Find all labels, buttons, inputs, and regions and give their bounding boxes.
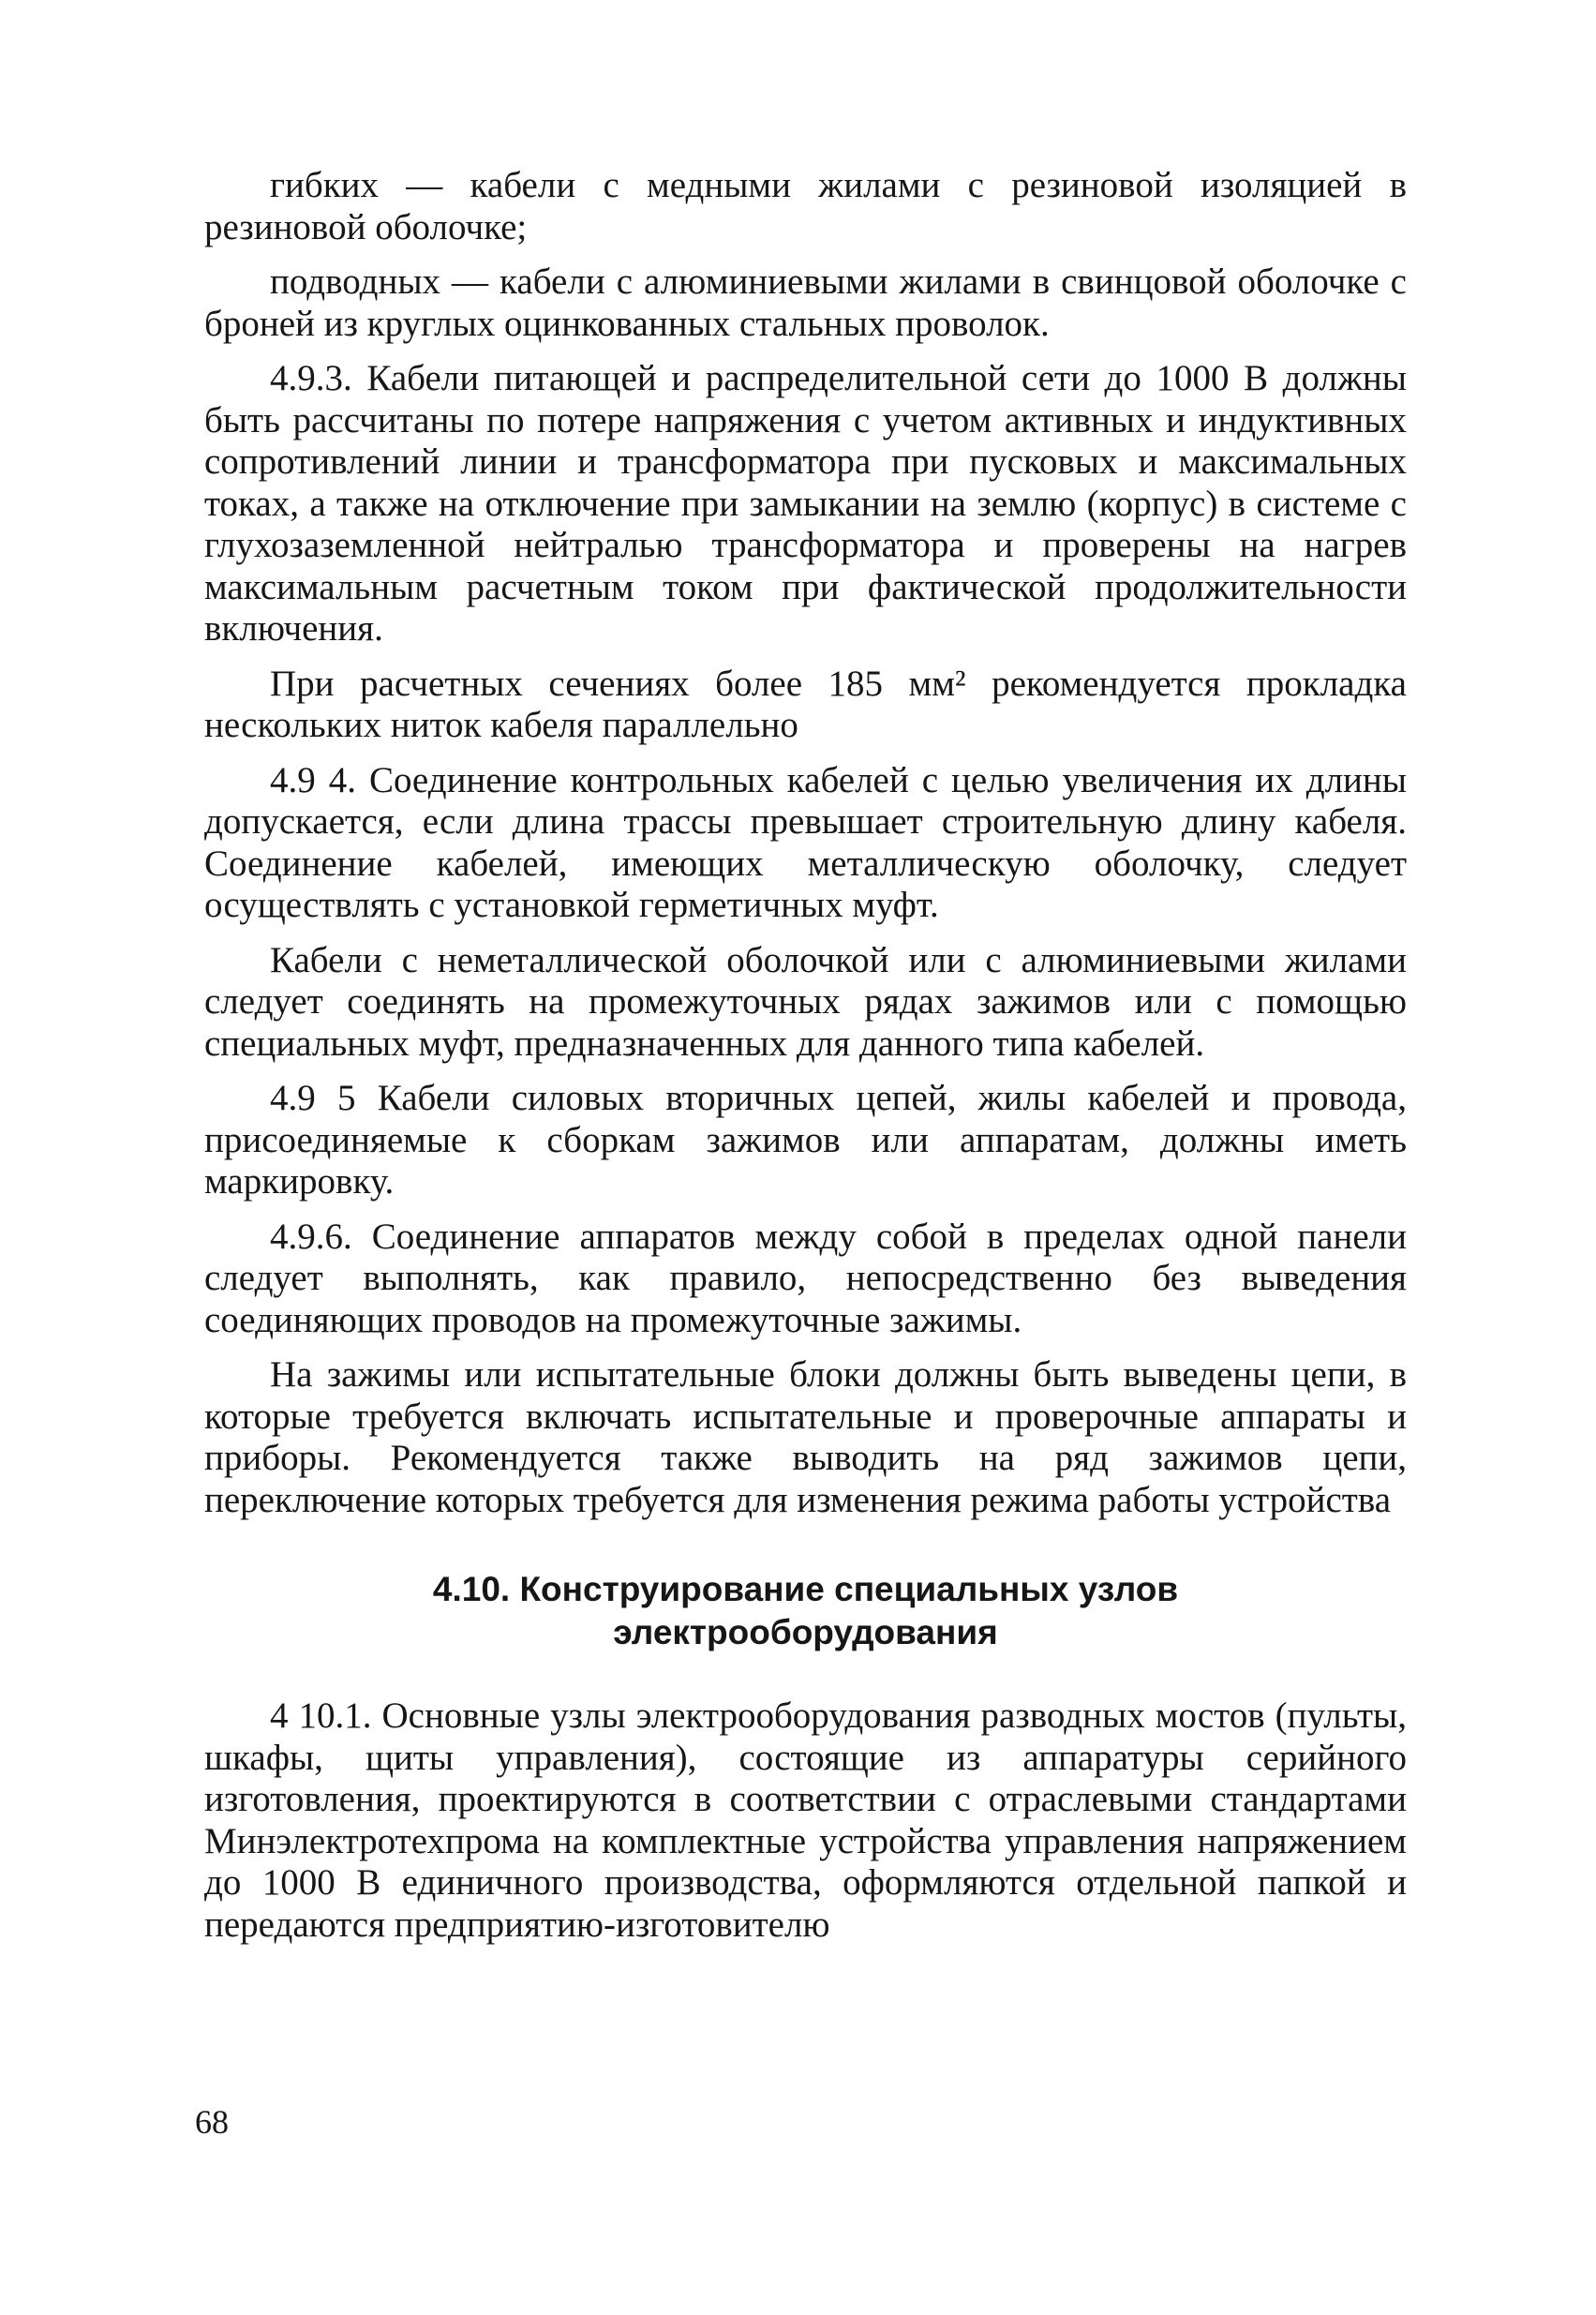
paragraph-4-9-4: 4.9 4. Соединение контрольных кабелей с целью увеличения их длины допускается, если длина трассы превышает строительную длину кабеля. Соединение кабелей, имеющих металлическую оболочку, следует осуществлять с установкой герметичных муфт. [204,759,1407,925]
paragraph-underwater-cables: подводных — кабели с алюминиевыми жилами в свинцовой оболочке с броней из круглых оцинкованных стальных проволок. [204,261,1407,344]
section-heading-line-2: электрооборудования [613,1613,998,1651]
section-heading-line-1: 4.10. Конструирование специальных узлов [432,1570,1179,1608]
document-page [204,165,1407,1946]
page-number: 68 [195,2103,229,2141]
paragraph-flexible-cables: гибких — кабели с медными жилами с резиновой изоляцией в резиновой оболочке; [204,165,1407,247]
paragraph-non-metallic-cables: Кабели с неметаллической оболочкой или с алюминиевыми жилами следует соединять на промежуточных рядах зажимов или с помощью специальных муфт, предназначенных для данного типа кабелей. [204,939,1407,1064]
section-heading [204,1568,1407,1654]
paragraph-4-9-3: 4.9.3. Кабели питающей и распределительной сети до 1000 В должны быть рассчитаны по потере напряжения с учетом активных и индуктивных сопротивлений линии и трансформатора при пусковых и максимальных токах, а также на отключение при замыкании на землю (корпус) в системе с глухозаземленной нейтралью трансформатора и проверены на нагрев максимальным расчетным током при фактической продолжительности включения. [204,358,1407,649]
paragraph-4-9-5: 4.9 5 Кабели силовых вторичных цепей, жилы кабелей и провода, присоединяемые к сборкам зажимов или аппаратам, должны иметь маркировку. [204,1078,1407,1202]
paragraph-4-9-6: 4.9.6. Соединение аппаратов между собой в пределах одной панели следует выполнять, как правило, непосредственно без выведения соединяющих проводов на промежуточные зажимы. [204,1216,1407,1340]
paragraph-4-10-1: 4 10.1. Основные узлы электрооборудования разводных мостов (пульты, шкафы, щиты управления), состоящие из аппаратуры серийного изготовления, проектируются в соответствии с отраслевыми стандартами Минэлектротехпрома на комплектные устройства управления напряжением до 1000 В единичного производства, оформляются отдельной папкой и передаются предприятию-изготовителю [204,1695,1407,1945]
paragraph-test-blocks: На зажимы или испытательные блоки должны быть выведены цепи, в которые требуется включать испытательные и проверочные аппараты и приборы. Рекомендуется также выводить на ряд зажимов цепи, переключение которых требуется для изменения режима работы устройства [204,1354,1407,1520]
paragraph-cross-sections: При расчетных сечениях более 185 мм² рекомендуется прокладка нескольких ниток кабеля параллельно [204,663,1407,745]
